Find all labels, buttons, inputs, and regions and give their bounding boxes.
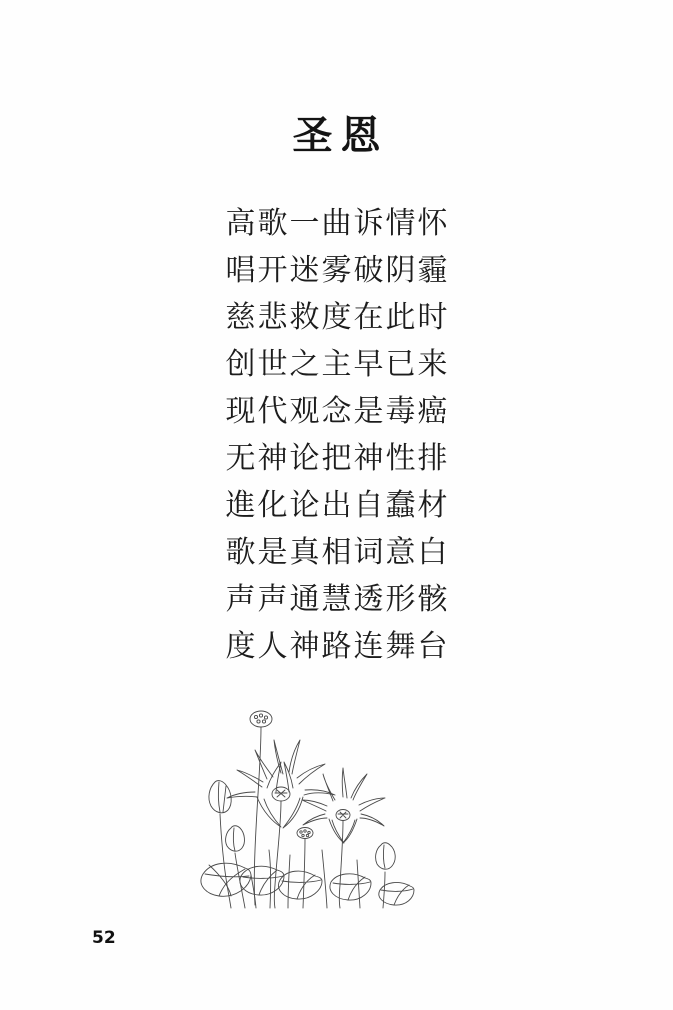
- lotus-bud-right: [376, 843, 396, 908]
- poem-line: 歌是真相词意白: [225, 535, 450, 570]
- poem-line: 度人神路连舞台: [225, 629, 450, 664]
- lotus-flower-main: [227, 740, 335, 908]
- poem-line: 慈悲救度在此时: [225, 300, 450, 335]
- poem-line: 唱开迷雾破阴霾: [225, 253, 450, 288]
- lotus-bud-left: [209, 781, 231, 908]
- poem-body: [0, 200, 673, 670]
- poem-line: 无神论把神性排: [225, 441, 450, 476]
- page-number: 52: [92, 928, 116, 948]
- lotus-leaves: [201, 863, 414, 905]
- lotus-flower-secondary: [302, 768, 385, 908]
- poem-line: 進化论出自蠢材: [225, 488, 450, 523]
- lotus-seed-pod-tall: [250, 711, 272, 905]
- poem-line: 创世之主早已来: [225, 347, 450, 382]
- lotus-illustration: [185, 700, 435, 910]
- poem-line: 声声通慧透形骸: [225, 582, 450, 617]
- poem-line: 高歌一曲诉情怀: [225, 206, 450, 241]
- poem-line: 现代观念是毒癌: [225, 394, 450, 429]
- page-title: 圣恩: [292, 112, 389, 159]
